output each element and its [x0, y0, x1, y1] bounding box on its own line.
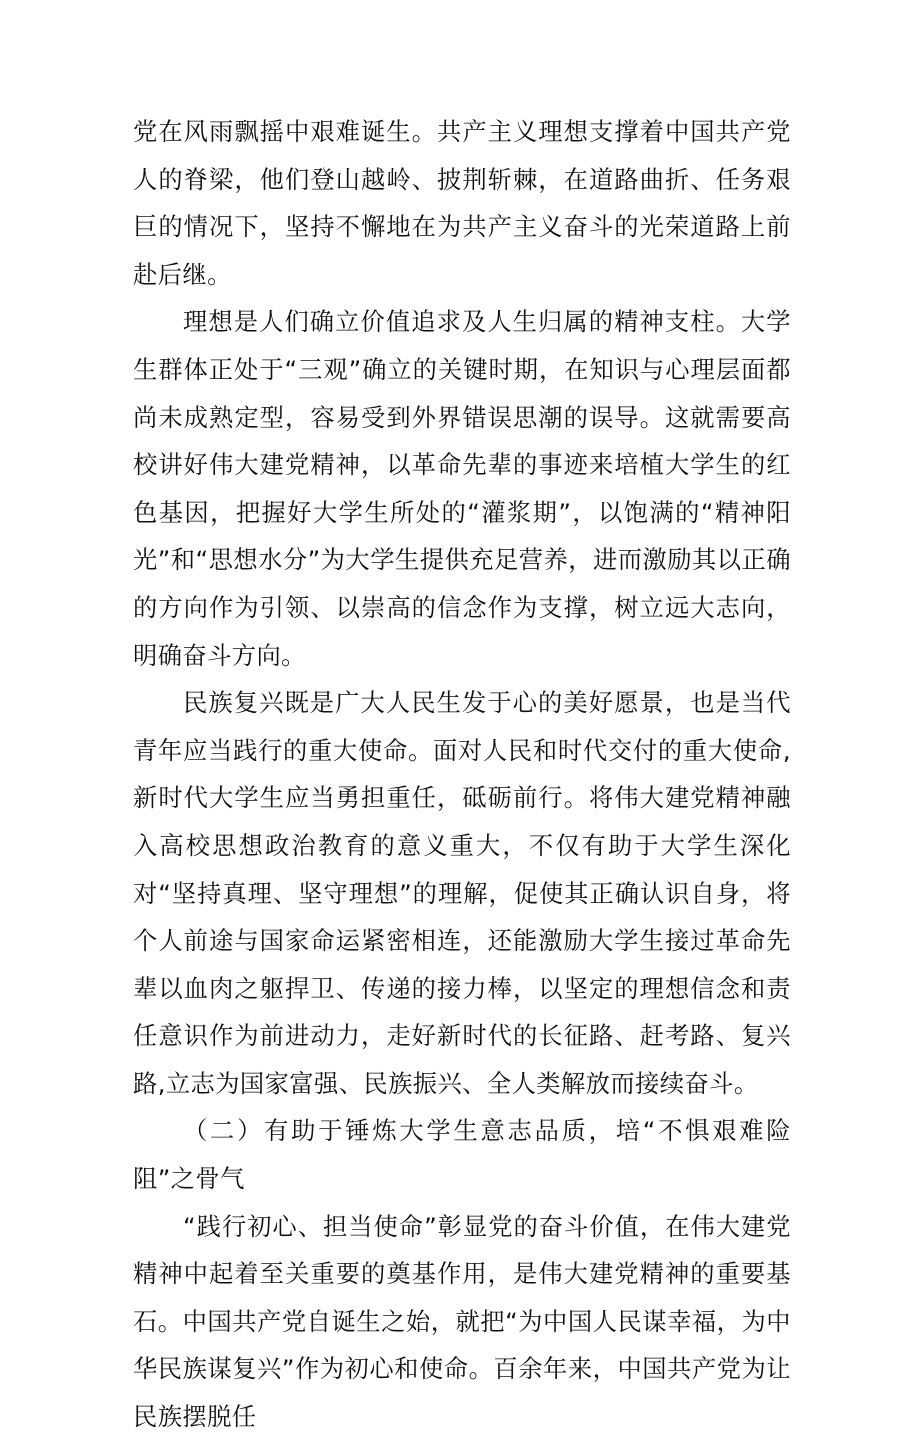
paragraph-continuation: 党在风雨飘摇中艰难诞生。共产主义理想支撑着中国共产党人的脊梁，他们登山越岭、披荆斩棘，在道路曲折、任务艰巨的情况下，坚持不懈地在为共产主义奋斗的光荣道路上前赴后继。 [133, 117, 791, 289]
paragraph-national-rejuvenation: 民族复兴既是广大人民生发于心的美好愿景，也是当代青年应当践行的重大使命。面对人民和时代交付的重大使命,新时代大学生应当勇担重任，砥砺前行。将伟大建党精神融入高校思想政治教育的意义重大，不仅有助于大学生深化对“坚持真理、坚守理想”的理解，促使其正确认识自身，将个人前途与国家命运紧密相连，还能激励大学生接过革命先辈以血肉之躯捍卫、传递的接力棒，以坚定的理想信念和责任意识作为前进动力，走好新时代的长征路、赶考路、复兴路,立志为国家富强、民族振兴、全人类解放而接续奋斗。 [133, 688, 791, 1098]
document-body [133, 108, 791, 1441]
paragraph-original-aspiration: “践行初心、担当使命”彰显党的奋斗价值，在伟大建党精神中起着至关重要的奠基作用，是伟大建党精神的重要基石。中国共产党自诞生之始，就把“为中国人民谋幸福，为中华民族谋复兴”作为初心和使命。百余年来，中国共产党为让民族摆脱任 [133, 1211, 791, 1432]
section-heading: （二）有助于锤炼大学生意志品质，培“不惧艰难险阻”之骨气 [133, 1116, 791, 1194]
paragraph-ideals: 理想是人们确立价值追求及人生归属的精神支柱。大学生群体正处于“三观”确立的关键时期，在知识与心理层面都尚未成熟定型，容易受到外界错误思潮的误导。这就需要高校讲好伟大建党精神，以革命先辈的事迹来培植大学生的红色基因，把握好大学生所处的“灌浆期”，以饱满的“精神阳光”和“思想水分”为大学生提供充足营养，进而激励其以正确的方向作为引领、以崇高的信念作为支撑，树立远大志向，明确奋斗方向。 [133, 307, 791, 670]
